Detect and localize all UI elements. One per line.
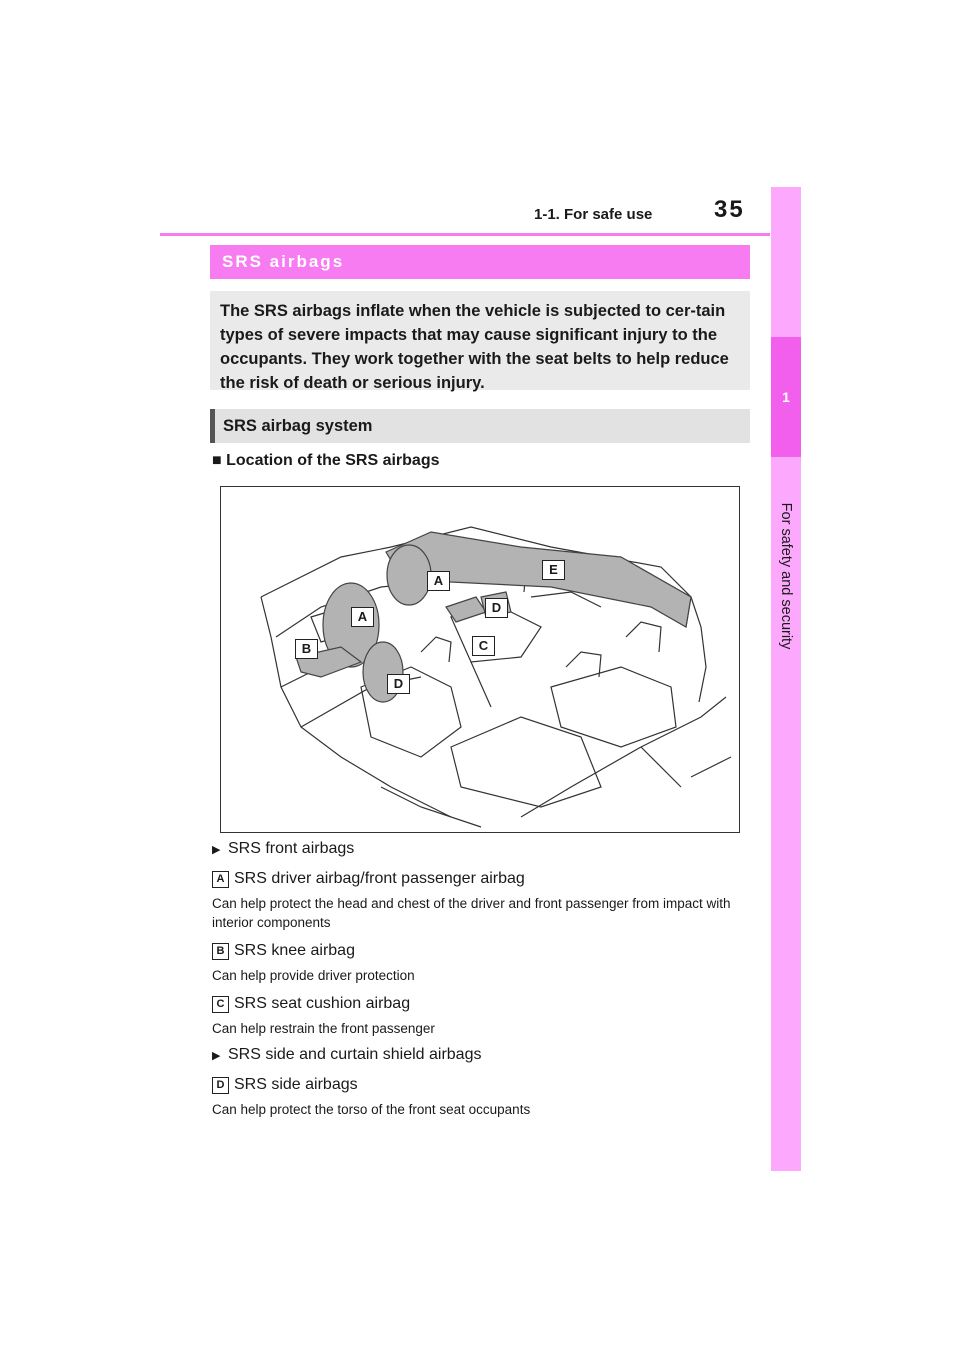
item-b-title: SRS knee airbag	[234, 942, 355, 959]
letter-b-badge: B	[212, 943, 229, 960]
location-heading	[212, 452, 439, 470]
side-curtain-label: SRS side and curtain shield airbags	[228, 1046, 482, 1063]
side-tab-number: 1	[782, 389, 790, 405]
side-tab-label: For safety and security	[778, 502, 794, 650]
callout-d-driver: D	[387, 674, 410, 694]
letter-d-badge: D	[212, 1077, 229, 1094]
side-curtain-item	[212, 1046, 481, 1064]
item-a-title: SRS driver airbag/front passenger airbag	[234, 870, 525, 887]
callout-a-passenger: A	[427, 571, 450, 591]
intro-text: The SRS airbags inflate when the vehicle is subjected to cer-tain types of severe impacts that may cause significant injury to the occupants. They work together with the seat belts to help reduce the risk of death or serious injury.	[220, 302, 729, 392]
callout-b: B	[295, 639, 318, 659]
location-heading-text: Location of the SRS airbags	[226, 452, 440, 469]
item-d-title: SRS side airbags	[234, 1076, 358, 1093]
letter-c-badge: C	[212, 996, 229, 1013]
airbag-location-figure	[220, 486, 740, 833]
intro-box	[210, 291, 750, 390]
side-tab	[771, 187, 801, 1171]
item-c-description: Can help restrain the front passenger	[212, 1021, 435, 1036]
header-title: 1-1. For safe use	[534, 206, 653, 223]
item-a-description: Can help protect the head and chest of the driver and front passenger from impact with interior components	[212, 896, 731, 930]
item-c	[212, 995, 410, 1013]
square-bullet-icon: ■	[212, 452, 222, 469]
item-d-description: Can help protect the torso of the front seat occupants	[212, 1102, 531, 1117]
front-airbags-label: SRS front airbags	[228, 840, 355, 857]
side-tab-active-chapter[interactable]	[771, 337, 801, 457]
item-b-description: Can help provide driver protection	[212, 968, 415, 983]
vehicle-interior-illustration	[221, 487, 739, 832]
item-b	[212, 942, 355, 960]
callout-e: E	[542, 560, 565, 580]
section-header	[210, 245, 750, 279]
callout-d-passenger: D	[485, 598, 508, 618]
item-a	[212, 870, 525, 888]
item-c-title: SRS seat cushion airbag	[234, 995, 411, 1012]
item-d	[212, 1076, 358, 1094]
page-number: 35	[714, 196, 745, 223]
subsection-title: SRS airbag system	[223, 416, 373, 435]
arrow-bullet-icon: ▶	[212, 1050, 221, 1062]
section-title: SRS airbags	[222, 252, 345, 271]
arrow-bullet-icon: ▶	[212, 844, 221, 856]
header-rule	[160, 233, 770, 236]
subsection-header	[210, 409, 750, 443]
letter-a-badge: A	[212, 871, 229, 888]
front-airbags-item	[212, 840, 354, 858]
callout-a-driver: A	[351, 607, 374, 627]
callout-c: C	[472, 636, 495, 656]
